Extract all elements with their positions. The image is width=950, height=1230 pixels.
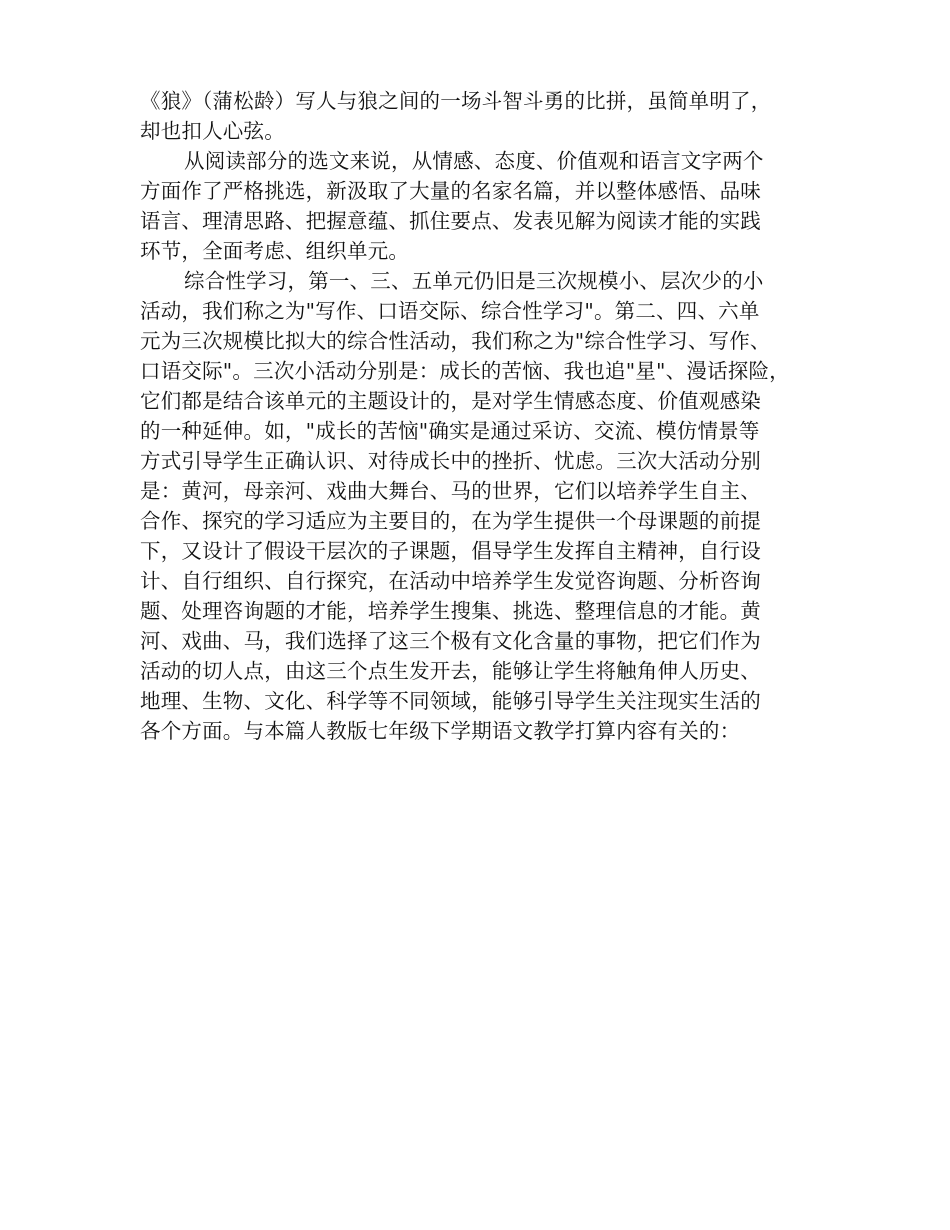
text-line: 方式引导学生正确认识、对待成长中的挫折、忧虑。三次大活动分别 <box>140 449 761 473</box>
text-line: 河、戏曲、马，我们选择了这三个极有文化含量的事物，把它们作为 <box>140 629 761 653</box>
text-line: 活动的切人点，由这三个点生发开去，能够让学生将触角伸人历史、 <box>140 659 761 683</box>
text-line: 却也扣人心弦。 <box>140 119 285 143</box>
text-line: 环节，全面考虑、组织单元。 <box>140 239 410 263</box>
paragraph-3 <box>140 266 830 746</box>
text-line: 各个方面。与本篇人教版七年级下学期语文教学打算内容有关的： <box>140 719 741 743</box>
text-line: 从阅读部分的选文来说，从情感、态度、价值观和语言文字两个 <box>184 149 764 173</box>
text-line: 综合性学习，第一、三、五单元仍旧是三次规模小、层次少的小 <box>184 269 764 293</box>
text-line: 下，又设计了假设干层次的子课题，倡导学生发挥自主精神，自行设 <box>140 539 761 563</box>
text-line: 它们都是结合该单元的主题设计的，是对学生情感态度、价值观感染 <box>140 389 761 413</box>
text-line: 《狼》（蒲松龄）写人与狼之间的一场斗智斗勇的比拼，虽简单明了， <box>140 89 772 113</box>
text-line: 计、自行组织、自行探究，在活动中培养学生发觉咨询题、分析咨询 <box>140 569 761 593</box>
text-line: 口语交际"。三次小活动分别是：成长的苦恼、我也追"星"、漫话探险， <box>140 359 790 383</box>
text-line: 的一种延伸。如，"成长的苦恼"确实是通过采访、交流、模仿情景等 <box>140 419 760 443</box>
text-line: 方面作了严格挑选，新汲取了大量的名家名篇，并以整体感悟、品味 <box>140 179 761 203</box>
text-line: 合作、探究的学习适应为主要目的，在为学生提供一个母课题的前提 <box>140 509 761 533</box>
text-line: 地理、生物、文化、科学等不同领域，能够引导学生关注现实生活的 <box>140 689 761 713</box>
text-line: 元为三次规模比拟大的综合性活动，我们称之为"综合性学习、写作、 <box>140 329 771 353</box>
text-line: 语言、理清思路、把握意蕴、抓住要点、发表见解为阅读才能的实践 <box>140 209 761 233</box>
text-line: 活动，我们称之为"写作、口语交际、综合性学习"。第二、四、六单 <box>140 299 760 323</box>
document-page <box>140 86 830 746</box>
text-line: 是：黄河，母亲河、戏曲大舞台、马的世界，它们以培养学生自主、 <box>140 479 761 503</box>
paragraph-2 <box>140 146 830 266</box>
paragraph-1 <box>140 86 830 146</box>
text-line: 题、处理咨询题的才能，培养学生搜集、挑选、整理信息的才能。黄 <box>140 599 761 623</box>
